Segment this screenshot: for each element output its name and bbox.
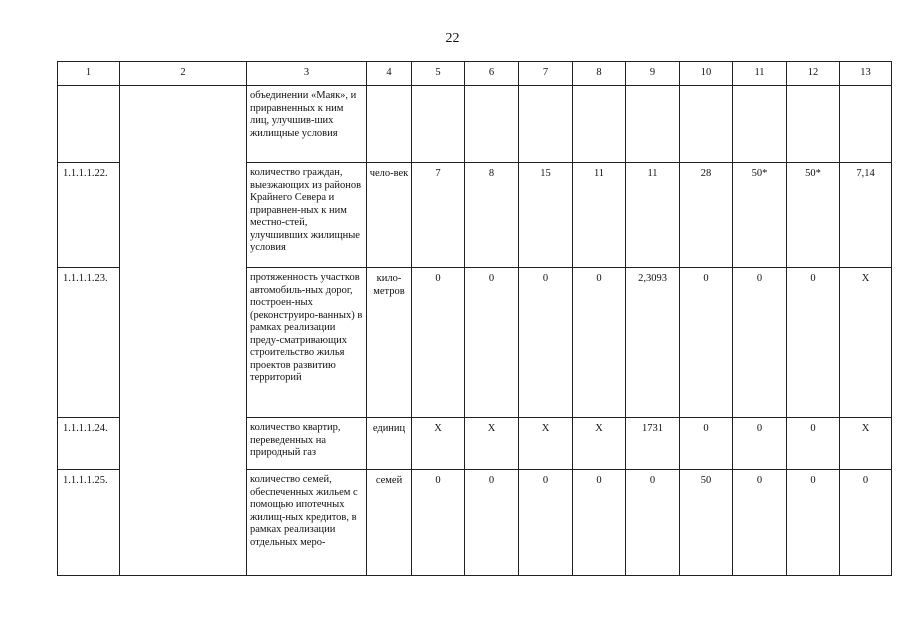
row-code: 1.1.1.1.22. [58,163,120,268]
value-cell: 28 [680,163,733,268]
value-cell: 0 [787,268,840,418]
row-unit: кило-метров [367,268,412,418]
value-cell: 7 [412,163,465,268]
header-cell: 5 [412,62,465,86]
value-cell: X [465,418,519,470]
header-cell: 9 [626,62,680,86]
row-description: протяженность участков автомобиль-ных дорог, построен-ных (реконструиро-ванных) в рамках реализации преду-сматривающих строительство жилья проектов развитию территорий [247,268,367,418]
row-code [58,86,120,163]
header-cell: 11 [733,62,787,86]
value-cell: 0 [573,268,626,418]
column-2-cell [120,86,247,576]
header-cell: 3 [247,62,367,86]
value-cell: 0 [519,470,573,576]
value-cell [840,86,892,163]
header-cell: 4 [367,62,412,86]
value-cell: 0 [412,470,465,576]
value-cell [787,86,840,163]
value-cell: 0 [573,470,626,576]
row-description: количество квартир, переведенных на природный газ [247,418,367,470]
row-code: 1.1.1.1.24. [58,418,120,470]
value-cell: 0 [733,470,787,576]
header-cell: 8 [573,62,626,86]
value-cell: 0 [680,268,733,418]
value-cell: 0 [840,470,892,576]
value-cell: X [573,418,626,470]
value-cell: 7,14 [840,163,892,268]
value-cell: 15 [519,163,573,268]
value-cell: 0 [465,470,519,576]
value-cell [573,86,626,163]
header-cell: 1 [58,62,120,86]
header-row [58,62,892,86]
row-code: 1.1.1.1.25. [58,470,120,576]
value-cell: X [840,268,892,418]
value-cell: 50* [787,163,840,268]
value-cell: 0 [412,268,465,418]
value-cell: 0 [519,268,573,418]
header-cell: 10 [680,62,733,86]
row-unit: чело-век [367,163,412,268]
row-description: количество семей, обеспеченных жильем с помощью ипотечных жилищ-ных кредитов, в рамках реализации отдельных меро- [247,470,367,576]
value-cell [519,86,573,163]
indicators-table [57,61,892,576]
header-cell: 6 [465,62,519,86]
value-cell: X [519,418,573,470]
value-cell: 11 [626,163,680,268]
page-number: 22 [445,31,460,46]
header-cell: 13 [840,62,892,86]
value-cell: 2,3093 [626,268,680,418]
value-cell: X [840,418,892,470]
value-cell: 1731 [626,418,680,470]
value-cell: 0 [680,418,733,470]
value-cell [626,86,680,163]
value-cell: 0 [626,470,680,576]
row-unit [367,86,412,163]
header-cell: 7 [519,62,573,86]
value-cell: 50* [733,163,787,268]
header-cell: 12 [787,62,840,86]
value-cell: X [412,418,465,470]
value-cell: 0 [787,418,840,470]
row-description: объединении «Маяк», и приравненных к ним лиц, улучшив-ших жилищные условия [247,86,367,163]
value-cell: 0 [733,268,787,418]
value-cell: 11 [573,163,626,268]
row-description: количество граждан, выезжающих из районов Крайнего Севера и приравнен-ных к ним местно-стей, улучшивших жилищные условия [247,163,367,268]
value-cell [465,86,519,163]
value-cell: 0 [733,418,787,470]
value-cell: 8 [465,163,519,268]
value-cell: 0 [787,470,840,576]
value-cell [733,86,787,163]
row-code: 1.1.1.1.23. [58,268,120,418]
value-cell: 50 [680,470,733,576]
row-unit: семей [367,470,412,576]
value-cell: 0 [465,268,519,418]
header-cell: 2 [120,62,247,86]
value-cell [680,86,733,163]
table-row [58,86,892,163]
value-cell [412,86,465,163]
row-unit: единиц [367,418,412,470]
